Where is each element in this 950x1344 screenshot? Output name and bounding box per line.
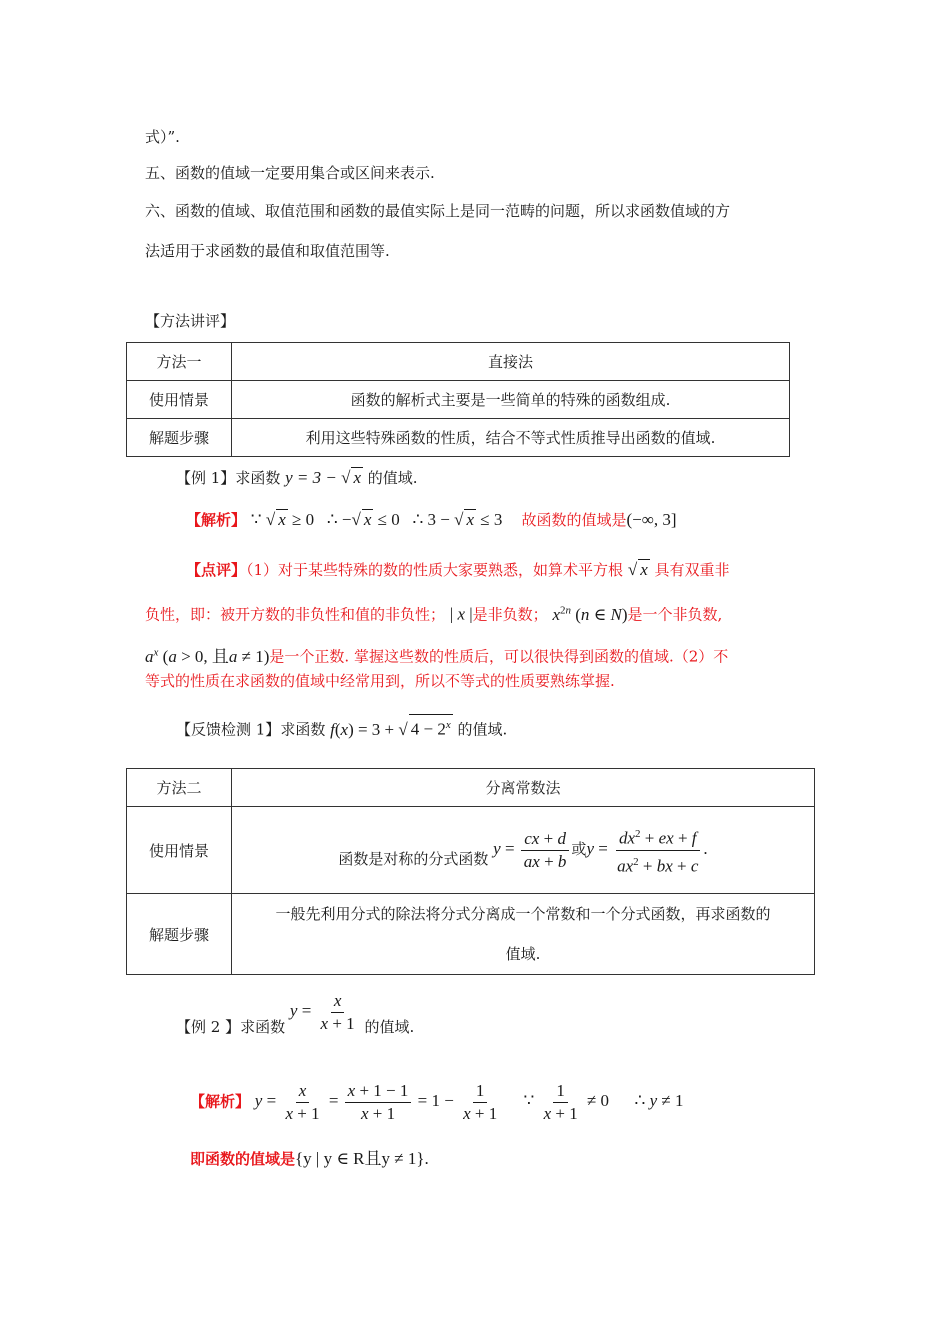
example-2-suffix: 的值域. bbox=[364, 1018, 415, 1037]
method-2-steps-label: 解题步骤 bbox=[127, 894, 232, 975]
section-title: 【方法讲评】 bbox=[145, 312, 236, 330]
example-2-tag: 【例 2 】 bbox=[176, 1018, 241, 1037]
method-1-scenario-label: 使用情景 bbox=[127, 381, 232, 419]
method-2-name: 分离常数法 bbox=[232, 769, 815, 807]
example-1 bbox=[176, 467, 418, 488]
example-1-analysis-steps: ∵ √ x ≥ 0 ∴ −√ x ≤ 0 ∴ 3 − √ x ≤ 3 bbox=[250, 510, 503, 529]
example-2-analysis-tag: 【解析】 bbox=[190, 1092, 251, 1111]
example-2-prefix: 求函数 bbox=[240, 1018, 286, 1037]
feedback-1-tag: 【反馈检测 1】 bbox=[176, 720, 281, 739]
example-2-formula: y = $\frac{x}{x + 1}$ bbox=[289, 991, 355, 1033]
feedback-1-formula: f(x) = 3 + √ $4 - 2^x$ bbox=[330, 720, 453, 739]
example-1-suffix: 的值域. bbox=[367, 469, 418, 487]
method-1-name: 直接法 bbox=[232, 343, 790, 381]
comment-line-1 bbox=[186, 559, 730, 580]
example-1-prefix: 求函数 bbox=[235, 469, 281, 487]
intro-item-5: 五、函数的值域一定要用集合或区间来表示. bbox=[145, 164, 435, 182]
example-1-analysis-tag: 【解析】 bbox=[186, 511, 247, 529]
method-1-steps-label: 解题步骤 bbox=[127, 419, 232, 457]
example-2-result-set: {y | y ∈ R且y ≠ 1}. bbox=[295, 1149, 429, 1168]
method-1-table bbox=[126, 342, 790, 457]
method-2-formula-1: y = $\frac{cx + d}{ax + b}$ bbox=[493, 839, 571, 858]
method-2-scenario-cell bbox=[232, 807, 815, 894]
method-2-or: 或 bbox=[571, 839, 587, 858]
example-2-result-prefix: 即函数的值域是 bbox=[190, 1150, 296, 1168]
method-1-steps: 利用这些特殊函数的性质，结合不等式性质推导出函数的值域. bbox=[232, 419, 790, 457]
comment-text-7: 等式的性质在求函数的值域中经常用到，所以不等式的性质要熟练掌握. bbox=[145, 672, 615, 690]
comment-text-3: 负性，即：被开方数的非负性和值的非负性； bbox=[145, 605, 446, 624]
comment-a-power: $a^x$ (a > 0, 且a ≠ 1) bbox=[145, 646, 270, 666]
comment-text-4: 是非负数； bbox=[472, 605, 548, 624]
method-2-steps-line-1: 一般先利用分式的除法将分式分离成一个常数和一个分式函数，再求函数的 bbox=[275, 905, 771, 923]
method-1-scenario: 函数的解析式主要是一些简单的特殊的函数组成. bbox=[232, 381, 790, 419]
intro-item-6-line-1: 六、函数的值域、取值范围和函数的最值实际上是同一范畴的问题，所以求函数值域的方 bbox=[145, 202, 731, 220]
comment-sqrt-x: √ x bbox=[627, 560, 648, 579]
comment-text-1: （1）对于某些特殊的数的性质大家要熟悉，如算术平方根 bbox=[246, 561, 624, 579]
comment-abs-x: | x | bbox=[449, 604, 473, 624]
example-2-result bbox=[190, 1149, 429, 1169]
method-2-scenario: 函数是对称的分式函数 bbox=[338, 849, 489, 868]
feedback-1 bbox=[176, 714, 507, 740]
comment-text-6: 是一个正数. 掌握这些数的性质后，可以很快得到函数的值域.（2）不 bbox=[269, 647, 729, 666]
method-2-steps-cell bbox=[232, 894, 815, 975]
comment-x-power: $x^{2n}$ (n ∈ N) bbox=[552, 604, 628, 624]
comment-line-2 bbox=[145, 600, 722, 625]
intro-item-6-line-2: 法适用于求函数的最值和取值范围等. bbox=[145, 242, 390, 260]
example-1-analysis bbox=[186, 509, 676, 530]
method-2-scenario-label: 使用情景 bbox=[127, 807, 232, 894]
example-2-analysis-steps: y = $\frac{x}{x + 1}$ = $\frac{x + 1 - 1}{x + 1}$ = 1 − $\frac{1}{x + 1}$ ∵ $\frac{1}{x + 1}$ ≠ 0 ∴ y ≠ 1 bbox=[254, 1081, 684, 1123]
method-2-table bbox=[126, 768, 815, 975]
comment-text-5: 是一个非负数, bbox=[627, 605, 723, 624]
comment-text-2: 具有双重非 bbox=[654, 561, 730, 579]
method-2-steps-line-2: 值域. bbox=[505, 945, 541, 963]
method-1-label: 方法一 bbox=[127, 343, 232, 381]
example-1-tag: 【例 1】 bbox=[176, 469, 236, 487]
example-1-conclusion: 故函数的值域是 bbox=[521, 511, 627, 529]
method-2-formula-2: y = $\frac{dx^2 + ex + f}{ax^2 + bx + c}$ . bbox=[586, 839, 707, 858]
comment-tag: 【点评】 bbox=[186, 561, 247, 579]
intro-line-1: 式）”. bbox=[145, 128, 180, 146]
feedback-1-prefix: 求函数 bbox=[280, 720, 326, 739]
example-1-range: (−∞, 3] bbox=[626, 510, 677, 529]
feedback-1-suffix: 的值域. bbox=[457, 720, 508, 739]
method-2-label: 方法二 bbox=[127, 769, 232, 807]
example-1-formula: y = 3 − √ x bbox=[285, 468, 361, 487]
comment-line-3 bbox=[145, 642, 728, 667]
example-2 bbox=[176, 990, 414, 1035]
example-2-analysis bbox=[190, 1080, 684, 1125]
